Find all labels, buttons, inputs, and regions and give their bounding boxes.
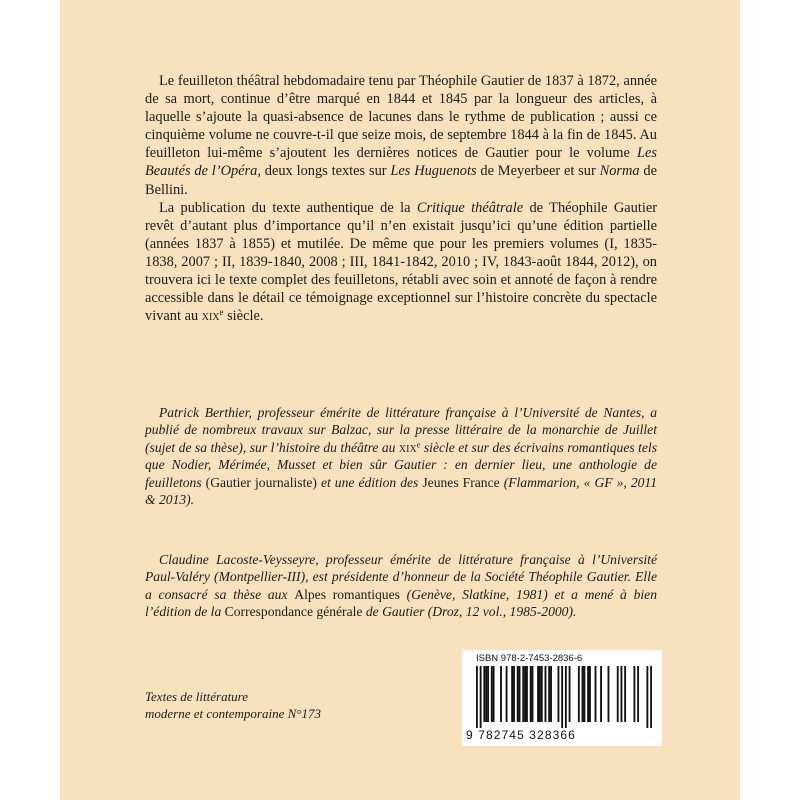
isbn-barcode [462, 650, 662, 746]
barcode-bar [480, 666, 482, 728]
barcode-bar [646, 666, 648, 728]
barcode-bar [621, 666, 623, 722]
barcode-bar [589, 666, 591, 722]
barcode-bar [650, 666, 652, 728]
series-info [145, 688, 321, 722]
series-line-2: moderne et contemporaine N°173 [145, 706, 321, 721]
barcode-bar [493, 666, 495, 722]
barcode-bar [537, 666, 539, 722]
barcode-bar [608, 666, 610, 722]
title-correspondance-generale: Correspondance générale [224, 604, 363, 620]
barcode-bar [583, 666, 585, 722]
ean-digits: 9 782745 328366 [466, 728, 576, 742]
barcode-bar [541, 666, 543, 722]
barcode-bar [485, 666, 487, 722]
century-numeral: xix [398, 439, 417, 455]
barcode-bar [565, 666, 567, 728]
barcode-bar [550, 666, 552, 722]
barcode-bar [561, 666, 563, 728]
barcode-bar [582, 666, 584, 722]
century-superscript: e [416, 439, 421, 450]
barcode-bar [532, 666, 534, 722]
century-numeral: xix [201, 308, 220, 325]
title-critique-theatrale: Critique théâtrale [416, 199, 524, 216]
barcode-bar [595, 666, 597, 722]
barcode-bar [483, 666, 485, 722]
barcode-bar [506, 666, 508, 722]
barcode-bar [519, 666, 521, 722]
barcode-bar [558, 666, 560, 722]
barcode-bar [522, 666, 524, 722]
barcode-bars [476, 666, 652, 728]
barcode-bar [513, 666, 515, 722]
author-bio-lacoste-veysseyre: Claudine Lacoste-Veysseyre, professeur émérite de littérature française à l’Université Paul-Valéry (Montpellier-III), est présidente d’honneur de la Société Théophile Gautier. Elle a consacré sa thèse aux Alpes romantiques (Genève, Slatkine, 1981) et a mené à bien l’édition de la Correspondance générale de Gautier (Droz, 12 vol., 1985-2000). [145, 552, 657, 620]
barcode-bar [524, 666, 526, 722]
title-les-beautes-de-lopera: Les Beautés de l’Opéra [145, 145, 657, 180]
author-bio-berthier: Patrick Berthier, professeur émérite de littérature française à l’Université de Nantes, a publié de nombreux travaux sur Balzac, sur la presse littéraire de la monarchie de Juillet (sujet de sa thèse), sur l’histoire du théâtre au xix$^e$ siècle et sur des écrivains romantiques tels que Nodier, Mérimée, Musset et bien sûr Gautier : en dernier lieu, une anthologie de feuilletons (Gautier journaliste) et une édition des Jeunes France (Flammarion, « GF », 2011 & 2013). [145, 405, 658, 508]
barcode-bar [539, 666, 541, 722]
barcode-bar [491, 666, 493, 722]
back-cover [60, 0, 740, 800]
barcode-bar [500, 666, 502, 722]
barcode-bar [487, 666, 489, 722]
barcode-bar [617, 666, 619, 722]
barcode-bar [587, 666, 589, 722]
barcode-bar [633, 666, 635, 722]
barcode-bar [624, 666, 626, 722]
barcode-bar [526, 666, 528, 722]
summary-text [145, 72, 657, 325]
title-jeunes-france: Jeunes France [422, 474, 500, 490]
barcode-bar [511, 666, 513, 722]
barcode-bar [569, 666, 571, 722]
barcode-bar [548, 666, 550, 722]
series-line-1: Textes de littérature [145, 689, 249, 704]
barcode-bar [600, 666, 602, 722]
summary-paragraph-2: La publication du texte authentique de la Critique théâtrale de Théophile Gautier revêt d’autant plus d’importance qu’il n’en existait jusqu’ici qu’une édition partielle (années 1837 à 1855) et mutilée. De même que pour les premiers volumes (I, 1835-1838, 2007 ; II, 1839-1840, 2008 ; III, 1841-1842, 2010 ; IV, 1843-août 1844, 2012), on trouvera ici le texte complet des feuilletons, rétabli avec soin et annoté de façon à rendre accessible dans le détail ce témoignage exceptionnel sur l’histoire concrète du spectacle vivant au xix$^e$ siècle. [145, 199, 657, 325]
summary-paragraph-1: Le feuilleton théâtral hebdomadaire tenu par Théophile Gautier de 1837 à 1872, année de sa mort, continue d’être marqué en 1844 et 1845 par la longueur des articles, à laquelle s’ajoute la quasi-absence de lacunes dans le rythme de publication ; aussi ce cinquième volume ne couvre-t-il que seize mois, de septembre 1844 à la fin de 1845. Au feuilleton lui-même s’ajoutent les dernières notices de Gautier pour le volume Les Beautés de l’Opéra, deux longs textes sur Les Huguenots de Meyerbeer et sur Norma de Bellini. [145, 73, 657, 198]
barcode-bar [578, 666, 580, 722]
century-superscript: e [219, 307, 224, 318]
isbn-label: ISBN 978-2-7453-2836-6 [476, 653, 583, 664]
barcode-bar [530, 666, 532, 722]
title-les-huguenots: Les Huguenots [390, 163, 477, 180]
title-alpes-romantiques: Alpes romantiques [294, 586, 400, 602]
barcode-bar [545, 666, 547, 722]
barcode-bar [476, 666, 478, 728]
title-norma: Norma [599, 163, 640, 180]
barcode-bar [517, 666, 519, 722]
barcode-bar [637, 666, 639, 722]
